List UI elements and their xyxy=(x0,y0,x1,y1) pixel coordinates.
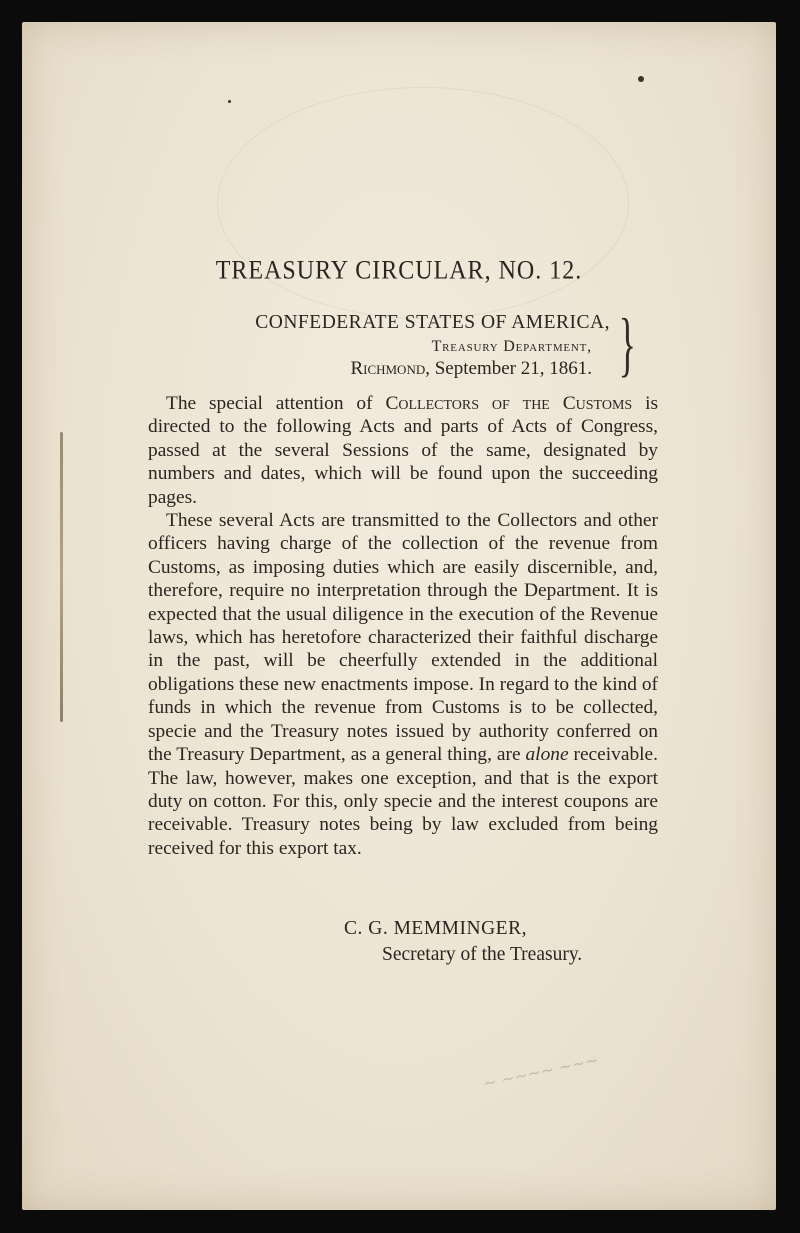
heading-department: Treasury Department, xyxy=(431,338,592,355)
paragraph-1-prefix: The special attention of xyxy=(166,393,386,414)
ink-speck xyxy=(228,100,231,103)
heading-date: September 21, 1861. xyxy=(429,358,592,379)
paragraph-1-smallcaps: Collectors of the Customs xyxy=(385,393,633,414)
circular-body xyxy=(148,392,658,860)
paragraph-1-rest: is directed to the following Acts and parts of Acts of Congress, passed at the several Sessions of the same, designated by numbers and dates, which will be found upon the succeeding pages. xyxy=(148,393,659,508)
signature-title: Secretary of the Treasury. xyxy=(382,944,583,965)
paragraph-2-part-a: These several Acts are transmitted to the Collectors and other officers having charge of the collection of the revenue from Customs, as imposing duties which are easily discernible, and, therefore, require no interpretation through the Department. It is expected that the usual diligence in the execution of the Revenue laws, which has heretofore characterized their faithful discharge in the past, will be cheerfully extended in the additional obligations these new enactments impose. In regard to the kind of funds in which the revenue from Customs is to be collected, specie and the Treasury notes issued by authority conferred on the Treasury Department, as a general thing, are xyxy=(148,510,658,766)
heading-city: Richmond, xyxy=(350,358,430,379)
paragraph-2-part-b: receivable. The law, however, makes one exception, and that is the export duty on cotton. For this, only specie and the interest coupons are receivable. Treasury notes being by law excluded from being received for this export tax. xyxy=(148,744,658,859)
heading-place-date xyxy=(350,358,592,380)
paragraph-2 xyxy=(148,509,658,860)
circular-title: TREASURY CIRCULAR, NO. 12. xyxy=(215,256,583,286)
ink-speck xyxy=(638,76,644,82)
pencil-marks: ~ ~~~~ ~~~ xyxy=(481,1050,601,1093)
signature-name: C. G. MEMMINGER, xyxy=(344,918,527,939)
paragraph-1 xyxy=(148,392,658,509)
paragraph-2-italic: alone xyxy=(525,744,569,766)
heading-country: CONFEDERATE STATES OF AMERICA, xyxy=(255,312,610,333)
heading-brace: } xyxy=(618,304,636,384)
binding-thread xyxy=(60,432,63,722)
document-page xyxy=(22,22,776,1210)
